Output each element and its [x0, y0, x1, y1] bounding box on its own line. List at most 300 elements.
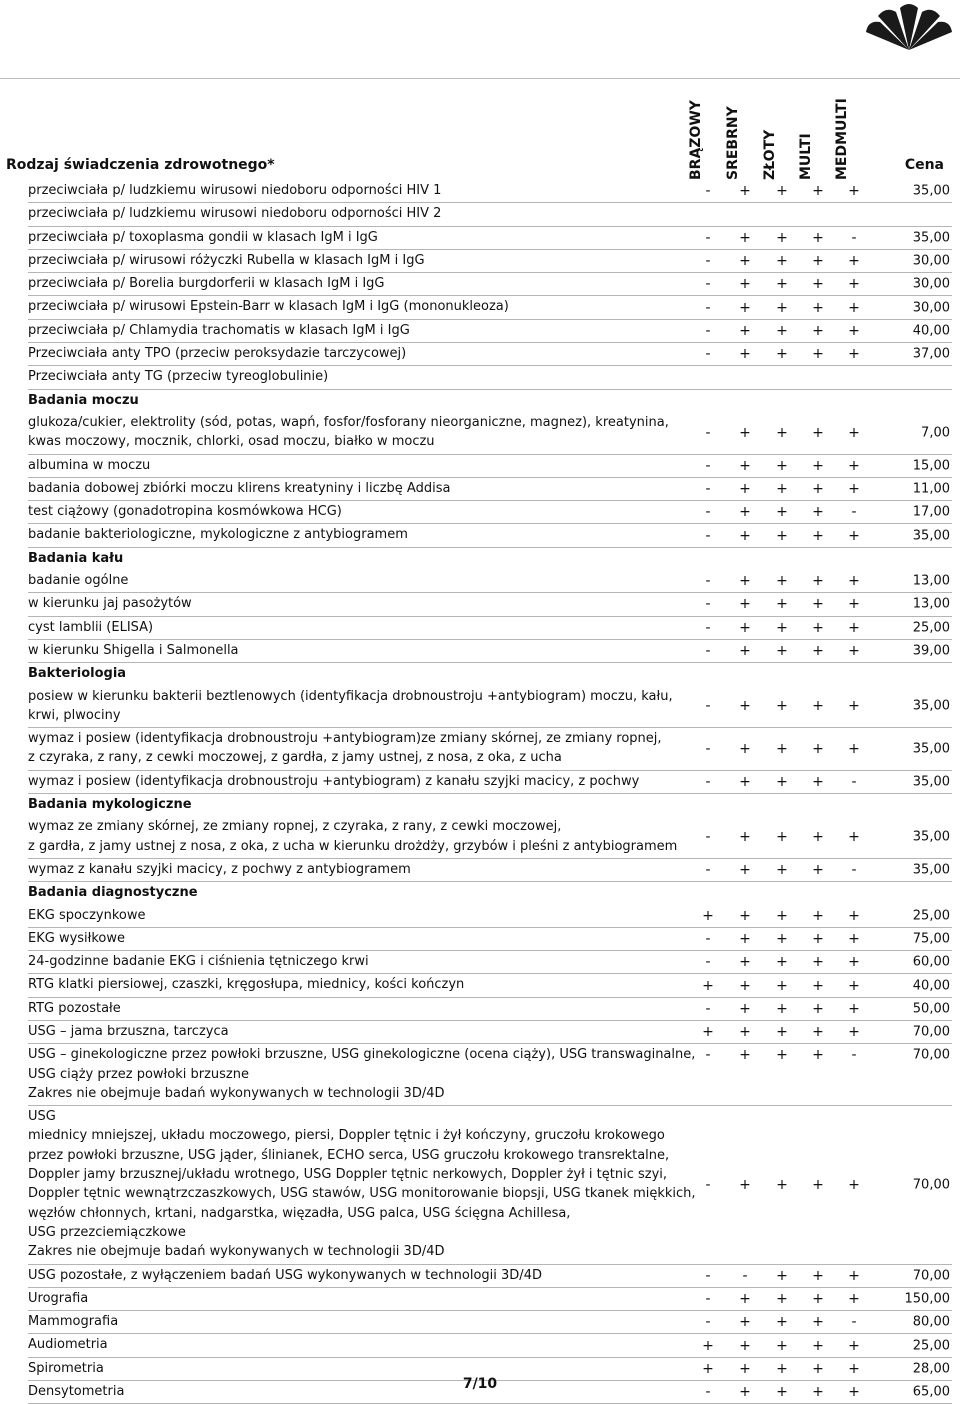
availability-mark: +	[812, 1290, 824, 1307]
description-line: przeciwciała p/ ludzkiemu wirusowi niedoboru odporności HIV 2	[28, 206, 442, 222]
availability-mark: +	[776, 1314, 788, 1331]
description-line: EKG spoczynkowe	[28, 907, 146, 923]
availability-mark: +	[776, 504, 788, 521]
description-line: przez powłoki brzuszne, USG jąder, ślinianek, ECHO serca, USG gruczołu krokowego transrektalne,	[28, 1147, 670, 1163]
description-line: USG pozostałe, z wyłączeniem badań USG wykonywanych w technologii 3D/4D	[28, 1267, 542, 1283]
column-header-medmulti: MEDMULTI	[834, 98, 850, 180]
availability-mark: +	[739, 322, 751, 339]
price-table	[28, 180, 952, 1404]
availability-mark: +	[848, 424, 860, 441]
price-cell: 70,00	[912, 1268, 950, 1284]
availability-mark: +	[702, 1360, 714, 1377]
table-row	[28, 1288, 952, 1311]
availability-mark: +	[702, 1024, 714, 1041]
availability-mark: +	[848, 1360, 860, 1377]
description-line: w kierunku jaj pasożytów	[28, 596, 192, 612]
description-line: albumina w moczu	[28, 457, 151, 473]
table-row	[28, 686, 952, 729]
availability-mark: +	[739, 773, 751, 790]
description-line: przeciwciała p/ Borelia burgdorferii w klasach IgM i IgG	[28, 276, 385, 292]
description-line: posiew w kierunku bakterii beztlenowych (identyfikacja drobnoustroju +antybiogram) moczu, kału,	[28, 688, 673, 704]
service-description	[28, 928, 696, 950]
description-line: RTG pozostałe	[28, 1000, 121, 1016]
description-line: miednicy mniejszej, układu moczowego, piersi, Doppler tętnic i żył kończyny, gruczołu krokowego	[28, 1128, 665, 1144]
availability-mark: +	[776, 573, 788, 590]
availability-mark: +	[739, 1176, 751, 1193]
availability-mark: -	[705, 481, 711, 497]
availability-mark: +	[776, 829, 788, 846]
availability-mark: +	[776, 907, 788, 924]
availability-mark: +	[848, 253, 860, 270]
table-row	[28, 180, 952, 203]
service-description	[28, 593, 696, 615]
package-availability	[696, 1311, 874, 1333]
service-description	[28, 273, 696, 295]
table-row	[28, 250, 952, 273]
availability-mark: +	[848, 1000, 860, 1017]
service-description	[28, 859, 696, 881]
availability-mark: +	[739, 229, 751, 246]
service-description	[28, 686, 696, 728]
availability-mark: -	[705, 322, 711, 339]
availability-mark: +	[739, 1024, 751, 1041]
availability-mark: +	[776, 1000, 788, 1017]
price-cell: 35,00	[912, 862, 950, 878]
availability-mark: +	[812, 862, 824, 879]
availability-mark: -	[851, 1314, 857, 1331]
package-availability	[696, 1334, 874, 1356]
availability-mark: +	[739, 424, 751, 441]
availability-mark: +	[848, 1267, 860, 1284]
service-description	[28, 478, 696, 500]
service-description	[28, 203, 696, 225]
table-row	[28, 296, 952, 319]
availability-mark: +	[776, 276, 788, 293]
availability-mark: +	[812, 954, 824, 971]
availability-mark: -	[705, 619, 711, 636]
price-cell: 13,00	[912, 596, 950, 612]
availability-mark: -	[851, 229, 857, 246]
package-availability	[696, 1265, 874, 1287]
availability-mark: +	[739, 299, 751, 316]
availability-mark: +	[776, 954, 788, 971]
package-availability	[696, 771, 874, 793]
availability-mark: +	[739, 1337, 751, 1354]
availability-mark: +	[776, 253, 788, 270]
availability-mark: +	[776, 457, 788, 474]
service-description	[28, 366, 696, 388]
package-availability	[696, 1288, 874, 1310]
section-title	[28, 794, 696, 816]
description-line: wymaz i posiew (identyfikacja drobnoustroju +antybiogram) z kanału szyjki macicy, z pochwy	[28, 773, 640, 789]
column-header-multi: MULTI	[798, 133, 814, 180]
package-availability	[696, 478, 874, 500]
description-line: Badania diagnostyczne	[28, 885, 198, 901]
availability-mark: -	[705, 740, 711, 757]
table-row	[28, 203, 952, 226]
package-availability	[696, 728, 874, 770]
price-cell: 30,00	[912, 300, 950, 316]
availability-mark: -	[705, 596, 711, 613]
package-availability	[696, 250, 874, 272]
price-cell: 70,00	[912, 1177, 950, 1193]
table-row	[28, 412, 952, 455]
description-line: USG ciąży przez powłoki brzuszne	[28, 1066, 249, 1082]
description-line: Spirometria	[28, 1360, 104, 1376]
availability-mark: +	[739, 643, 751, 660]
table-row	[28, 998, 952, 1021]
service-description	[28, 296, 696, 318]
price-cell: 150,00	[904, 1291, 950, 1307]
service-description	[28, 501, 696, 523]
description-line: z gardła, z jamy ustnej z nosa, z oka, z ucha w kierunku drożdży, grzybów i pleśni z antybiogramem	[28, 838, 678, 854]
availability-mark: +	[812, 229, 824, 246]
availability-mark: +	[739, 253, 751, 270]
service-description	[28, 998, 696, 1020]
availability-mark: +	[848, 1176, 860, 1193]
availability-mark: +	[848, 698, 860, 715]
package-availability	[696, 455, 874, 477]
availability-mark: +	[812, 740, 824, 757]
price-cell: 17,00	[912, 504, 950, 520]
price-cell: 35,00	[912, 698, 950, 714]
price-cell: 70,00	[912, 1024, 950, 1040]
table-row	[28, 593, 952, 616]
package-availability	[696, 974, 874, 996]
description-line: USG przezciemiączkowe	[28, 1224, 186, 1240]
availability-mark: +	[702, 977, 714, 994]
availability-mark: -	[705, 346, 711, 363]
availability-mark: +	[776, 1290, 788, 1307]
availability-mark: +	[848, 527, 860, 544]
description-line: Doppler jamy brzusznej/układu wrotnego, USG Doppler tętnic nerkowych, Doppler żył i tętnic szyi,	[28, 1167, 668, 1183]
table-row	[28, 816, 952, 859]
description-line: przeciwciała p/ Chlamydia trachomatis w klasach IgM i IgG	[28, 322, 410, 338]
table-row	[28, 320, 952, 343]
availability-mark: +	[812, 643, 824, 660]
table-row	[28, 478, 952, 501]
description-line: kwas moczowy, mocznik, chlorki, osad moczu, białko w moczu	[28, 434, 435, 450]
description-line: wymaz z kanału szyjki macicy, z pochwy z antybiogramem	[28, 861, 411, 877]
section-title	[28, 548, 696, 570]
price-cell: 39,00	[912, 643, 950, 659]
availability-mark: +	[848, 457, 860, 474]
availability-mark: +	[702, 907, 714, 924]
availability-mark: +	[739, 1047, 751, 1064]
availability-mark: +	[739, 1360, 751, 1377]
description-line: Audiometria	[28, 1337, 108, 1353]
service-description	[28, 1044, 696, 1105]
page-number: 7/10	[462, 1376, 498, 1392]
description-line: Bakteriologia	[28, 666, 127, 682]
availability-mark: +	[739, 276, 751, 293]
availability-mark: -	[705, 1000, 711, 1017]
service-description	[28, 816, 696, 858]
availability-mark: +	[848, 322, 860, 339]
availability-mark: +	[848, 977, 860, 994]
package-availability	[696, 951, 874, 973]
availability-mark: +	[812, 698, 824, 715]
description-line: Densytometria	[28, 1384, 125, 1400]
availability-mark: +	[848, 596, 860, 613]
availability-mark: +	[776, 698, 788, 715]
availability-mark: +	[776, 740, 788, 757]
availability-mark: +	[812, 829, 824, 846]
service-description	[28, 227, 696, 249]
service-description	[28, 728, 696, 770]
service-description	[28, 524, 696, 546]
availability-mark: +	[812, 1360, 824, 1377]
availability-mark: +	[812, 773, 824, 790]
description-line: USG – ginekologiczne przez powłoki brzuszne, USG ginekologiczne (ocena ciąży), USG transwaginalne,	[28, 1047, 696, 1063]
price-cell: 35,00	[912, 230, 950, 246]
description-line: krwi, plwociny	[28, 707, 121, 723]
availability-mark: +	[812, 1337, 824, 1354]
service-description	[28, 570, 696, 592]
price-cell: 40,00	[912, 978, 950, 994]
availability-mark: -	[705, 1384, 711, 1401]
package-availability	[696, 905, 874, 927]
column-header-brazowy: BRĄZOWY	[688, 100, 704, 180]
availability-mark: +	[812, 1176, 824, 1193]
availability-mark: +	[776, 977, 788, 994]
section-title	[28, 882, 696, 904]
availability-mark: +	[739, 862, 751, 879]
section-heading	[28, 794, 952, 816]
section-heading	[28, 663, 952, 685]
description-line: badanie bakteriologiczne, mykologiczne z antybiogramem	[28, 527, 408, 543]
table-row	[28, 227, 952, 250]
availability-mark: -	[705, 643, 711, 660]
availability-mark: +	[739, 1384, 751, 1401]
availability-mark: +	[812, 1000, 824, 1017]
description-line: wymaz i posiew (identyfikacja drobnoustroju +antybiogram)ze zmiany skórnej, ze zmiany ropnej,	[28, 731, 662, 747]
availability-mark: +	[848, 183, 860, 200]
table-row	[28, 570, 952, 593]
availability-mark: -	[705, 954, 711, 971]
availability-mark: +	[776, 773, 788, 790]
package-availability	[696, 816, 874, 858]
availability-mark: -	[851, 504, 857, 521]
availability-mark: -	[705, 527, 711, 544]
package-availability	[696, 593, 874, 615]
table-row	[28, 343, 952, 366]
availability-mark: +	[776, 229, 788, 246]
availability-mark: -	[705, 1290, 711, 1307]
availability-mark: +	[812, 424, 824, 441]
availability-mark: -	[705, 930, 711, 947]
description-line: przeciwciała p/ wirusowi Epstein-Barr w klasach IgM i IgG (mononukleoza)	[28, 299, 509, 315]
table-row	[28, 273, 952, 296]
availability-mark: +	[739, 183, 751, 200]
availability-mark: +	[776, 527, 788, 544]
availability-mark: +	[812, 596, 824, 613]
availability-mark: +	[776, 1360, 788, 1377]
section-title	[28, 663, 696, 685]
availability-mark: +	[776, 183, 788, 200]
table-row	[28, 524, 952, 547]
price-cell: 80,00	[912, 1314, 950, 1330]
section-heading	[28, 548, 952, 570]
package-availability	[696, 296, 874, 318]
availability-mark: +	[739, 954, 751, 971]
table-row	[28, 1044, 952, 1106]
description-line: Przeciwciała anty TPO (przeciw peroksydazie tarczycowej)	[28, 346, 407, 362]
table-row	[28, 1106, 952, 1264]
price-cell: 60,00	[912, 954, 950, 970]
description-line: w kierunku Shigella i Salmonella	[28, 642, 239, 658]
availability-mark: +	[848, 619, 860, 636]
description-line: z czyraka, z rany, z cewki moczowej, z gardła, z jamy ustnej, z nosa, z oka, z ucha	[28, 750, 562, 766]
availability-mark: +	[739, 907, 751, 924]
description-line: Badania kału	[28, 550, 124, 566]
price-cell: 25,00	[912, 908, 950, 924]
availability-mark: +	[776, 619, 788, 636]
table-row	[28, 951, 952, 974]
availability-mark: -	[705, 183, 711, 200]
availability-mark: -	[705, 862, 711, 879]
package-availability	[696, 640, 874, 662]
availability-mark: +	[739, 619, 751, 636]
table-title: Rodzaj świadczenia zdrowotnego*	[6, 157, 275, 173]
table-row	[28, 859, 952, 882]
package-availability	[696, 524, 874, 546]
availability-mark: +	[848, 346, 860, 363]
availability-mark: +	[848, 573, 860, 590]
service-description	[28, 640, 696, 662]
table-row	[28, 617, 952, 640]
availability-mark: +	[739, 740, 751, 757]
service-description	[28, 974, 696, 996]
price-cell: 35,00	[912, 183, 950, 199]
availability-mark: -	[705, 424, 711, 441]
availability-mark: +	[776, 1337, 788, 1354]
description-line: przeciwciała p/ ludzkiemu wirusowi niedoboru odporności HIV 1	[28, 183, 442, 198]
price-cell: 7,00	[921, 425, 950, 441]
availability-mark: +	[776, 424, 788, 441]
availability-mark: +	[739, 977, 751, 994]
description-line: cyst lamblii (ELISA)	[28, 619, 154, 635]
availability-mark: +	[739, 573, 751, 590]
availability-mark: -	[705, 829, 711, 846]
description-line: Doppler tętnic wewnątrzczaszkowych, USG stawów, USG monitorowanie biopsji, USG tkanek miękkich,	[28, 1186, 696, 1202]
availability-mark: +	[739, 457, 751, 474]
description-line: Badania mykologiczne	[28, 797, 192, 813]
description-line: Badania moczu	[28, 392, 139, 408]
description-line: przeciwciała p/ toxoplasma gondii w klasach IgM i IgG	[28, 229, 378, 245]
availability-mark: +	[739, 1314, 751, 1331]
availability-mark: +	[848, 1290, 860, 1307]
availability-mark: +	[848, 481, 860, 497]
package-availability	[696, 1106, 874, 1263]
package-availability	[696, 203, 874, 225]
availability-mark: -	[705, 573, 711, 590]
availability-mark: -	[705, 1314, 711, 1331]
availability-mark: +	[848, 930, 860, 947]
availability-mark: +	[812, 1267, 824, 1284]
availability-mark: -	[851, 1047, 857, 1064]
description-line: wymaz ze zmiany skórnej, ze zmiany ropnej, z czyraka, z rany, z cewki moczowej,	[28, 819, 562, 835]
availability-mark: +	[776, 1024, 788, 1041]
column-header-zloty: ZŁOTY	[762, 129, 778, 180]
availability-mark: +	[812, 573, 824, 590]
price-cell: 35,00	[912, 774, 950, 790]
table-row	[28, 928, 952, 951]
description-line: RTG klatki piersiowej, czaszki, kręgosłupa, miednicy, kości kończyn	[28, 977, 465, 993]
price-column-header: Cena	[904, 157, 944, 173]
price-cell: 65,00	[912, 1384, 950, 1400]
availability-mark: -	[742, 1267, 748, 1284]
availability-mark: +	[812, 930, 824, 947]
availability-mark: +	[848, 829, 860, 846]
table-row	[28, 905, 952, 928]
availability-mark: +	[812, 1047, 824, 1064]
table-row	[28, 974, 952, 997]
table-row	[28, 640, 952, 663]
availability-mark: +	[739, 504, 751, 521]
header-rule	[0, 78, 960, 79]
table-row	[28, 501, 952, 524]
availability-mark: +	[848, 1024, 860, 1041]
price-cell: 11,00	[912, 481, 950, 497]
package-availability	[696, 859, 874, 881]
service-description	[28, 905, 696, 927]
availability-mark: +	[776, 596, 788, 613]
availability-mark: +	[812, 183, 824, 200]
service-description	[28, 455, 696, 477]
price-cell: 35,00	[912, 528, 950, 544]
availability-mark: -	[705, 457, 711, 474]
service-description	[28, 1265, 696, 1287]
availability-mark: +	[776, 643, 788, 660]
description-line: EKG wysiłkowe	[28, 930, 125, 946]
availability-mark: +	[739, 1000, 751, 1017]
availability-mark: +	[776, 1384, 788, 1401]
description-line: Urografia	[28, 1290, 89, 1306]
availability-mark: +	[848, 740, 860, 757]
service-description	[28, 1021, 696, 1043]
availability-mark: -	[705, 1047, 711, 1064]
price-cell: 37,00	[912, 346, 950, 362]
price-cell: 35,00	[912, 741, 950, 757]
description-line: Przeciwciała anty TG (przeciw tyreoglobulinie)	[28, 369, 329, 385]
availability-mark: +	[739, 596, 751, 613]
description-line: test ciążowy (gonadotropina kosmówkowa HCG)	[28, 504, 342, 520]
package-availability	[696, 570, 874, 592]
availability-mark: +	[776, 1176, 788, 1193]
package-availability	[696, 412, 874, 454]
price-cell: 30,00	[912, 253, 950, 269]
description-line: węzłów chłonnych, krtani, nadgarstka, więzadła, USG palca, USG ścięgna Achillesa,	[28, 1205, 571, 1221]
availability-mark: +	[739, 930, 751, 947]
table-row	[28, 366, 952, 389]
table-row	[28, 771, 952, 794]
package-availability	[696, 928, 874, 950]
description-line: Mammografia	[28, 1314, 119, 1330]
availability-mark: +	[812, 457, 824, 474]
availability-mark: +	[776, 346, 788, 363]
availability-mark: +	[776, 1267, 788, 1284]
availability-mark: +	[776, 862, 788, 879]
package-availability	[696, 998, 874, 1020]
availability-mark: +	[812, 481, 824, 497]
table-row	[28, 1265, 952, 1288]
availability-mark: +	[812, 907, 824, 924]
package-availability	[696, 343, 874, 365]
section-heading	[28, 882, 952, 904]
description-line: Zakres nie obejmuje badań wykonywanych w technologii 3D/4D	[28, 1244, 445, 1260]
availability-mark: +	[812, 619, 824, 636]
